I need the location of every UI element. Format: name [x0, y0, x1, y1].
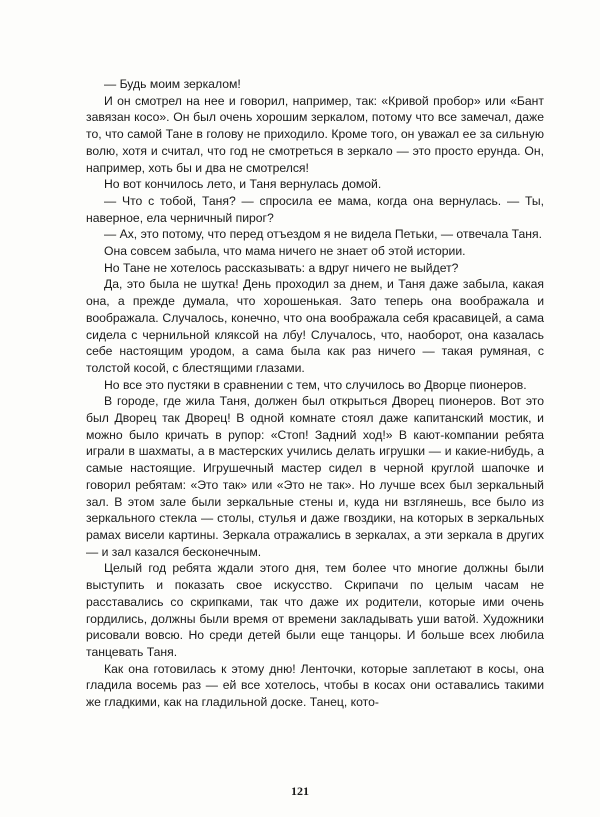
paragraph: Как она готовилась к этому дню! Ленточки, которые заплетают в косы, она гладила восемь раз — ей все хотелось, чтобы в косах они оставались такими же гладкими, как на гладильной доске. Танец, кото-: [86, 661, 544, 710]
page-number: 121: [291, 784, 309, 798]
paragraph: Целый год ребята ждали этого дня, тем более что многие должны были выступить и показать свое искусство. Скрипачи по целым часам не расставались со скрипками, так что даже их родители, которые ими очень гордились, должны были время от времени закладывать уши ватой. Художники рисовали вовсю. Но среди детей были еще танцоры. И больше всех любила танцевать Таня.: [86, 561, 544, 659]
paragraph: Но Тане не хотелось рассказывать: а вдруг ничего не выйдет?: [104, 260, 459, 275]
paragraph: — Что с тобой, Таня? — спросила ее мама, когда она вернулась. — Ты, наверное, ела черничный пирог?: [86, 193, 544, 225]
paragraph: Да, это была не шутка! День проходил за днем, и Таня даже забыла, какая она, а прежде думала, что хорошенькая. Зато теперь она воображала и воображала. Случалось, конечно, что она воображала себя красавицей, а сама сидела с чернильной кляксой на лбу! Случалось, что, наоборот, она казалась себе настоящим уродом, а сама была как раз ничего — такая румяная, с толстой косой, с блестящими глазами.: [86, 277, 544, 375]
paragraph: И он смотрел на нее и говорил, например, так: «Кривой пробор» или «Бант завязан косо». Он был очень хорошим зеркалом, потому что все замечал, даже то, что самой Тане в голову не приходило. Кроме того, он уважал ее за сильную волю, хотя и считал, что год не смотреться в зеркало — это просто ерунда. Он, например, хоть бы и два не смотрелся!: [86, 93, 544, 175]
body-text: [86, 76, 544, 711]
paragraph: В городе, где жила Таня, должен был открыться Дворец пионеров. Вот это был Дворец так Дворец! В одной комнате стоял даже капитанский мостик, и можно было кричать в рупор: «Стоп! Задний ход!» В кают-компании ребята играли в шахматы, а в мастерских учились делать игрушки — и какие-нибудь, а самые настоящие. Игрушечный мастер сидел в черной круглой шапочке и говорил ребятам: «Это так» или «Это не так». Но лучше всех был зеркальный зал. В этом зале были зеркальные стены и, куда ни взглянешь, все было из зеркального стекла — столы, стулья и даже гвоздики, на которых в зеркальных рамах висели картины. Зеркала отражались в зеркалах, а эти зеркала в других — и зал казался бесконечным.: [86, 394, 544, 559]
paragraph: Но все это пустяки в сравнении с тем, что случилось во Дворце пионеров.: [104, 377, 527, 392]
paragraph: — Ах, это потому, что перед отъездом я не видела Петьки, — отвечала Таня.: [104, 227, 543, 242]
paragraph: — Будь моим зеркалом!: [104, 77, 241, 91]
paragraph: Но вот кончилось лето, и Таня вернулась домой.: [104, 177, 382, 192]
paragraph: Она совсем забыла, что мама ничего не знает об этой истории.: [104, 244, 466, 259]
